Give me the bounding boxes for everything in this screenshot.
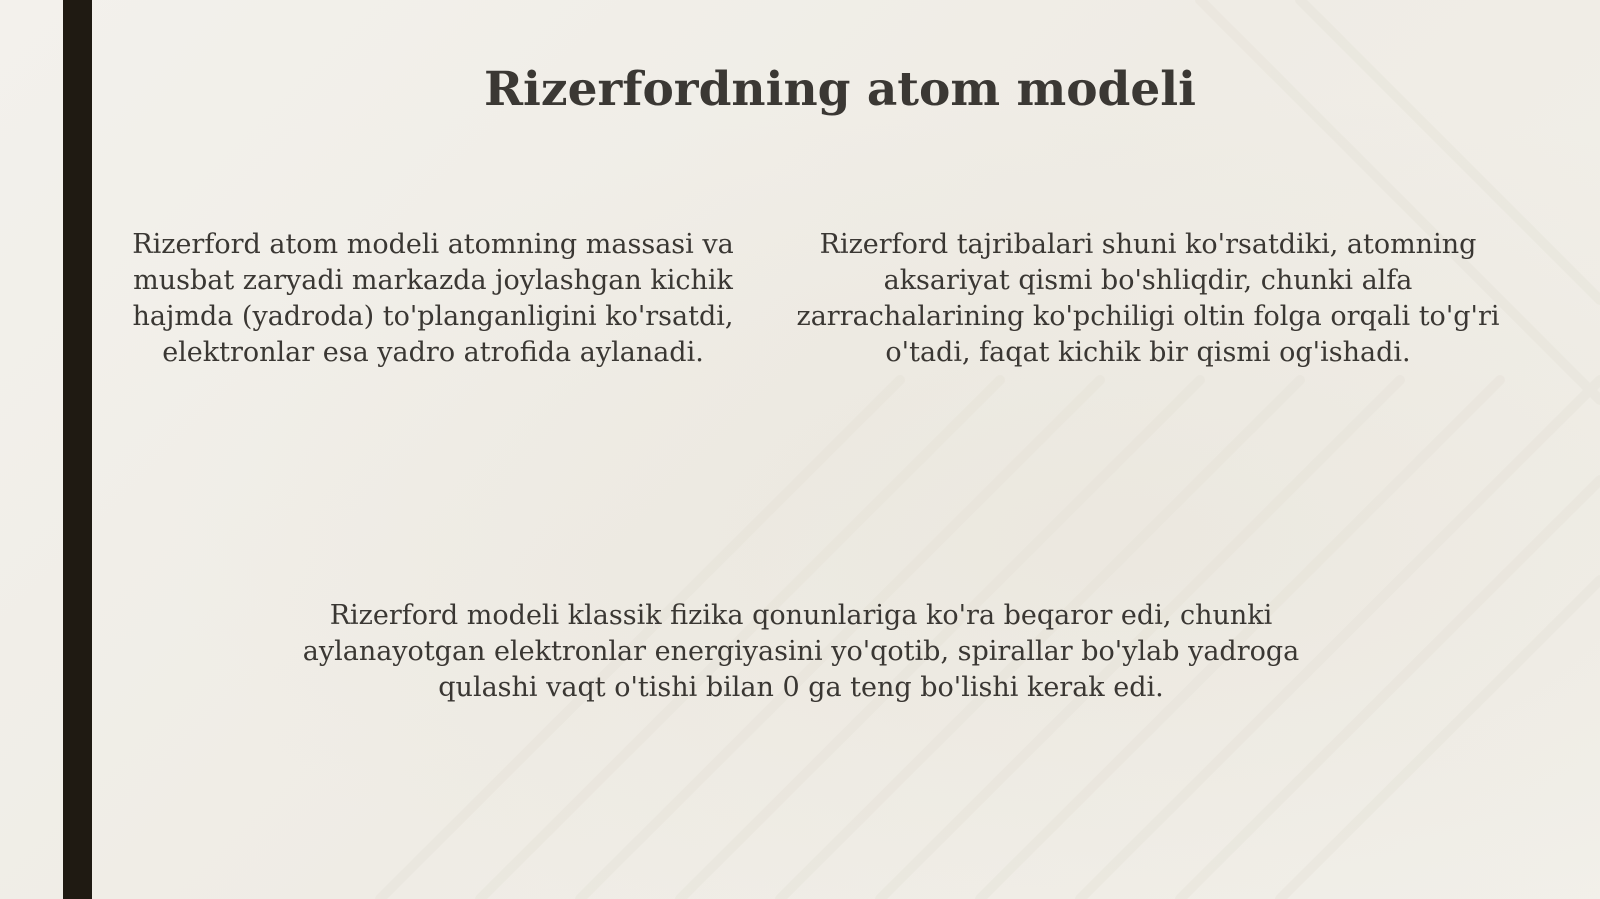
accent-bar [63, 0, 92, 899]
slide-title: Rizerfordning atom modeli [483, 62, 1197, 117]
paragraph-right: Rizerford tajribalari shuni ko'rsatdiki, atomning aksariyat qismi bo'shliqdir, chunki alfa zarrachalarining ko'pchiligi oltin folga orqali to'g'ri o'tadi, faqat kichik bir qismi og'ishadi. [796, 229, 1500, 368]
paragraph-bottom: Rizerford modeli klassik fizika qonunlariga ko'ra beqaror edi, chunki aylanayotgan elektronlar energiyasini yo'qotib, spirallar bo'ylab yadroga qulashi vaqt o'tishi bilan 0 ga teng bo'lishi kerak edi. [302, 600, 1300, 703]
paragraph-left: Rizerford atom modeli atomning massasi va musbat zaryadi markazda joylashgan kichik hajmda (yadroda) to'planganligini ko'rsatdi, elektronlar esa yadro atrofida aylanadi. [132, 229, 734, 368]
